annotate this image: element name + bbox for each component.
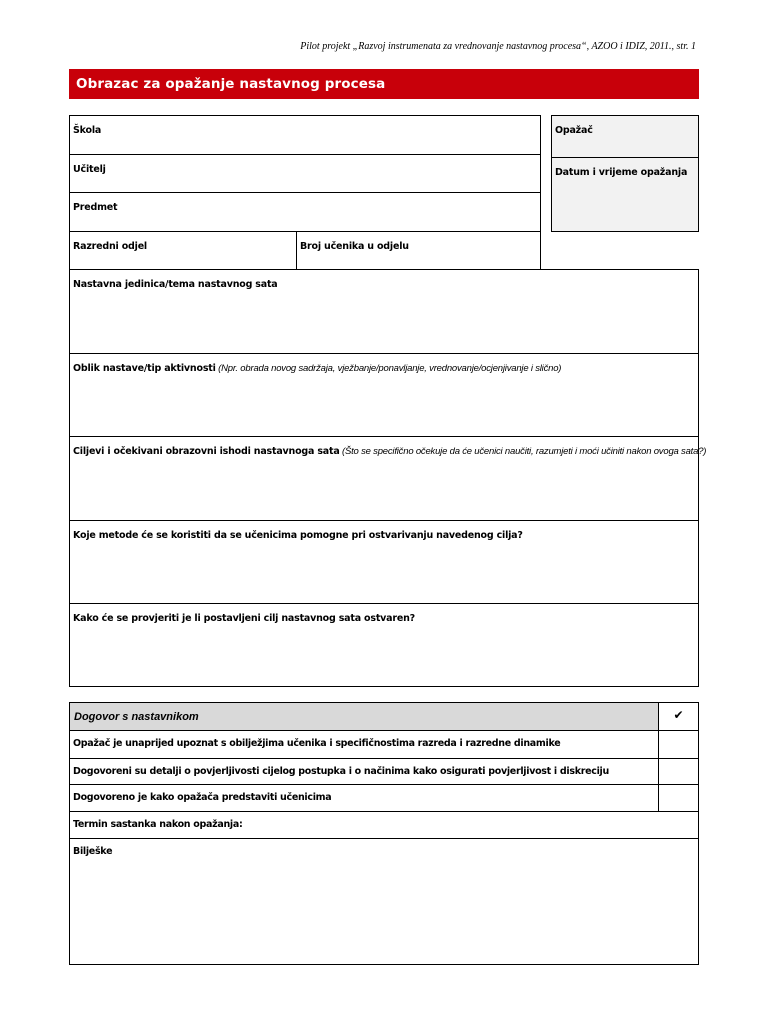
- ciljevi-section[interactable]: [69, 436, 707, 521]
- biljeske-label: Bilješke: [73, 846, 113, 857]
- check-column-header: [658, 702, 699, 731]
- agreement-row: [69, 784, 659, 812]
- page-header: Pilot projekt „Razvoj instrumenata za vrednovanje nastavnog procesa“, AZOO i IDIZ, 2011., str. 1: [300, 41, 696, 52]
- broj-ucenika-field[interactable]: [296, 231, 541, 270]
- agreement-row-label: Opažač je unaprijed upoznat s obilježjima učenika i specifičnostima razreda i razredne dinamike: [73, 738, 561, 749]
- predmet-label: Predmet: [73, 202, 118, 213]
- provjera-section[interactable]: [69, 603, 699, 687]
- agreement-title: Dogovor s nastavnikom: [74, 711, 199, 723]
- jedinica-section[interactable]: [69, 269, 699, 354]
- datum-label: Datum i vrijeme opažanja: [555, 167, 688, 178]
- predmet-field[interactable]: [69, 192, 541, 232]
- observer-box: [551, 115, 699, 232]
- ciljevi-hint: (Što se specifično očekuje da će učenici naučiti, razumjeti i moći učiniti nakon ovoga sata?): [339, 446, 707, 457]
- provjera-label: Kako će se provjeriti je li postavljeni cilj nastavnog sata ostvaren?: [73, 613, 415, 624]
- razredni-odjel-field[interactable]: [69, 231, 297, 270]
- metode-label: Koje metode će se koristiti da se učenicima pomogne pri ostvarivanju navedenog cilja?: [73, 530, 523, 541]
- oblik-hint: (Npr. obrada novog sadržaja, vježbanje/ponavljanje, vrednovanje/ocjenjivanje i slično): [215, 363, 562, 374]
- form-title: Obrazac za opažanje nastavnog procesa: [69, 69, 699, 99]
- datum-field[interactable]: [552, 158, 698, 232]
- oblik-section[interactable]: [69, 353, 699, 437]
- razredni-odjel-label: Razredni odjel: [73, 241, 147, 252]
- jedinica-label: Nastavna jedinica/tema nastavnog sata: [73, 279, 278, 290]
- ciljevi-label: Ciljevi i očekivani obrazovni ishodi nastavnoga sata (Što se specifično očekuje da će učenici naučiti, razumjeti i moći učiniti nakon ovoga sata?): [73, 446, 707, 457]
- opazac-label: Opažač: [555, 125, 593, 136]
- termin-label: Termin sastanka nakon opažanja:: [73, 819, 243, 830]
- ucitelj-field[interactable]: [69, 154, 541, 193]
- opazac-field[interactable]: [552, 116, 698, 158]
- biljeske-field[interactable]: [69, 838, 699, 965]
- skola-label: Škola: [73, 125, 102, 136]
- broj-ucenika-label: Broj učenika u odjelu: [300, 241, 409, 252]
- agreement-row: [69, 758, 659, 785]
- ucitelj-label: Učitelj: [73, 164, 106, 175]
- agreement-header: [69, 702, 659, 731]
- agreement-row-label: Dogovoreni su detalji o povjerljivosti cijelog postupka i o načinima kako osigurati povjerljivost i diskreciju: [73, 766, 609, 777]
- agreement-checkbox-1[interactable]: [658, 730, 699, 759]
- checkmark-icon: ✔: [673, 708, 684, 722]
- termin-field[interactable]: [69, 811, 699, 839]
- agreement-row-label: Dogovoreno je kako opažača predstaviti učenicima: [73, 792, 332, 803]
- skola-field[interactable]: [69, 115, 541, 155]
- agreement-checkbox-2[interactable]: [658, 758, 699, 785]
- agreement-checkbox-3[interactable]: [658, 784, 699, 812]
- agreement-row: [69, 730, 659, 759]
- oblik-label: Oblik nastave/tip aktivnosti (Npr. obrada novog sadržaja, vježbanje/ponavljanje, vrednovanje/ocjenjivanje i slično): [73, 363, 562, 374]
- metode-section[interactable]: [69, 520, 699, 604]
